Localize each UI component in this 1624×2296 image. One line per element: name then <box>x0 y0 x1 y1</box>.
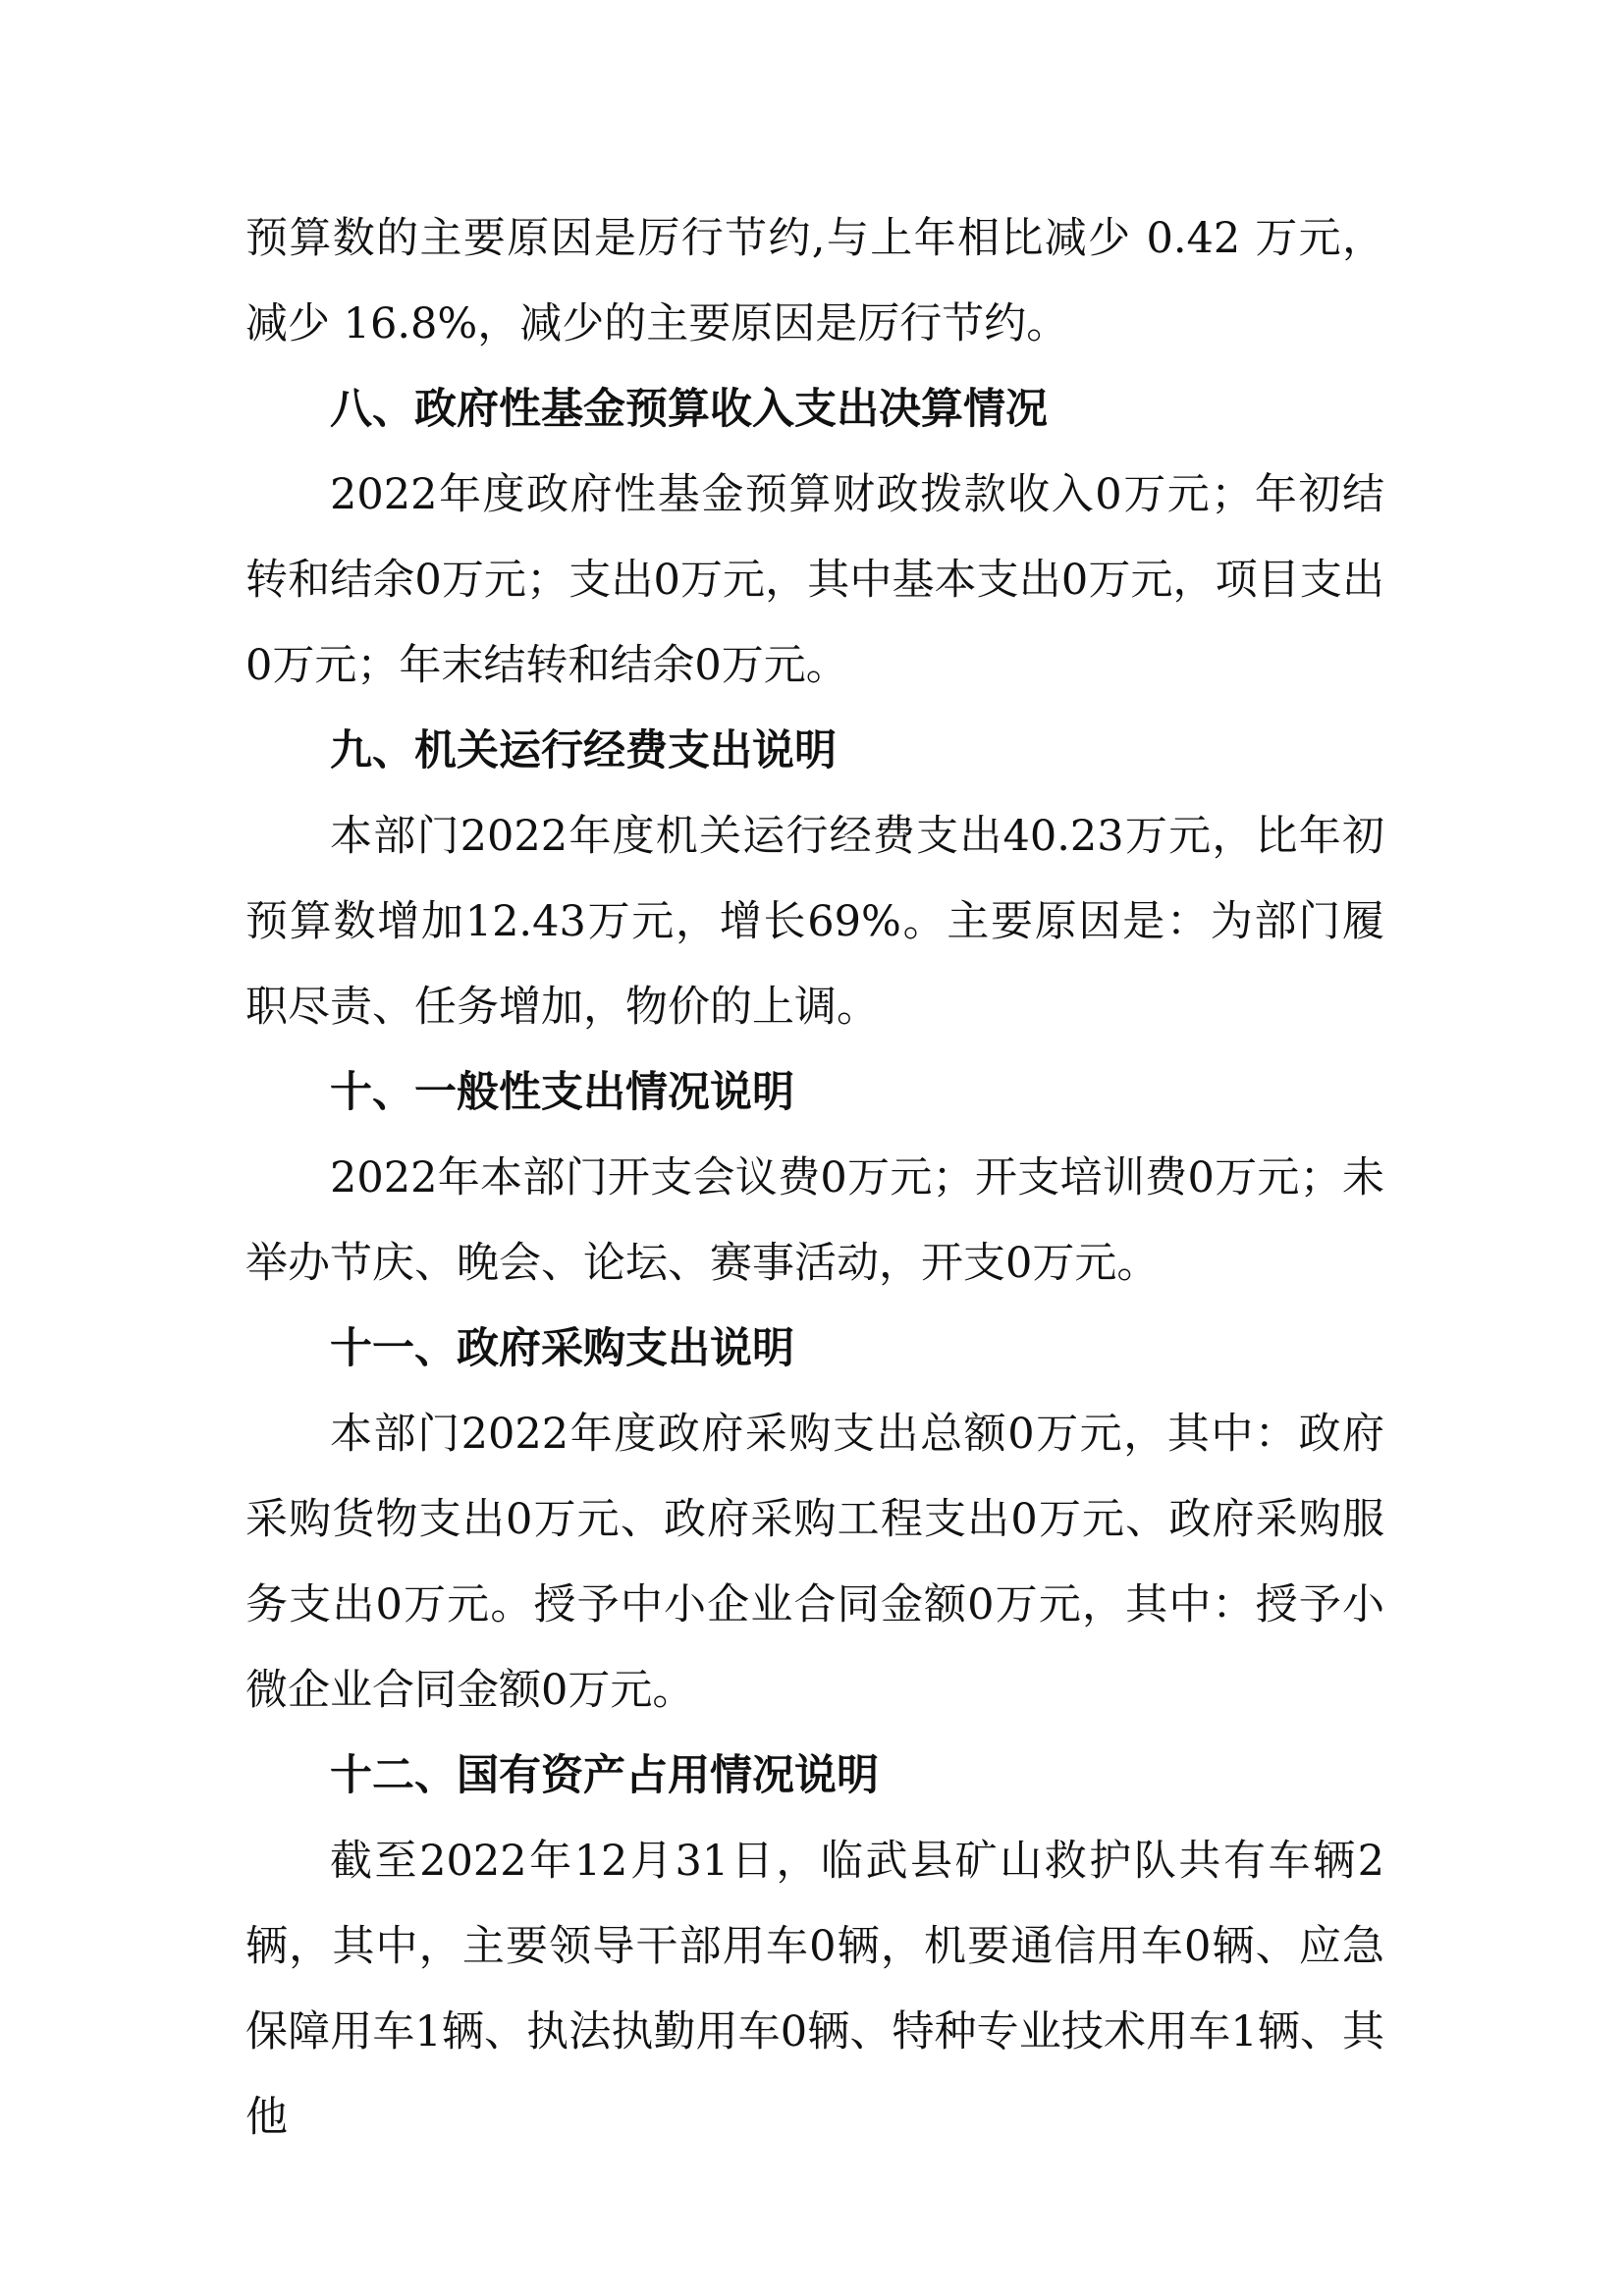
section-heading-10: 十、一般性支出情况说明 <box>330 1068 794 1117</box>
section-heading-9: 九、机关运行经费支出说明 <box>330 726 837 775</box>
continuation-paragraph: 预算数的主要原因是厉行节约,与上年相比减少 0.42 万元，减少 16.8%，减少的主要原因是厉行节约。 <box>245 214 1384 348</box>
section-body-8: 2022年度政府性基金预算财政拨款收入0万元；年初结转和结余0万元；支出0万元，其中基本支出0万元，项目支出0万元；年末结转和结余0万元。 <box>245 470 1384 690</box>
document-page <box>245 196 1384 2161</box>
section-body-10: 2022年本部门开支会议费0万元；开支培训费0万元；未举办节庆、晚会、论坛、赛事活动，开支0万元。 <box>245 1153 1384 1288</box>
section-body-11: 本部门2022年度政府采购支出总额0万元，其中：政府采购货物支出0万元、政府采购工程支出0万元、政府采购服务支出0万元。授予中小企业合同金额0万元，其中：授予小微企业合同金额0万元。 <box>245 1410 1384 1715</box>
section-body-9: 本部门2022年度机关运行经费支出40.23万元，比年初预算数增加12.43万元，增长69%。主要原因是：为部门履职尽责、任务增加，物价的上调。 <box>245 812 1384 1032</box>
section-body-12: 截至2022年12月31日，临武县矿山救护队共有车辆2辆，其中，主要领导干部用车0辆，机要通信用车0辆、应急保障用车1辆、执法执勤用车0辆、特种专业技术用车1辆、其他 <box>245 1837 1384 2142</box>
section-heading-12: 十二、国有资产占用情况说明 <box>330 1751 879 1800</box>
section-heading-8: 八、政府性基金预算收入支出决算情况 <box>330 385 1048 434</box>
section-heading-11: 十一、政府采购支出说明 <box>330 1324 794 1373</box>
